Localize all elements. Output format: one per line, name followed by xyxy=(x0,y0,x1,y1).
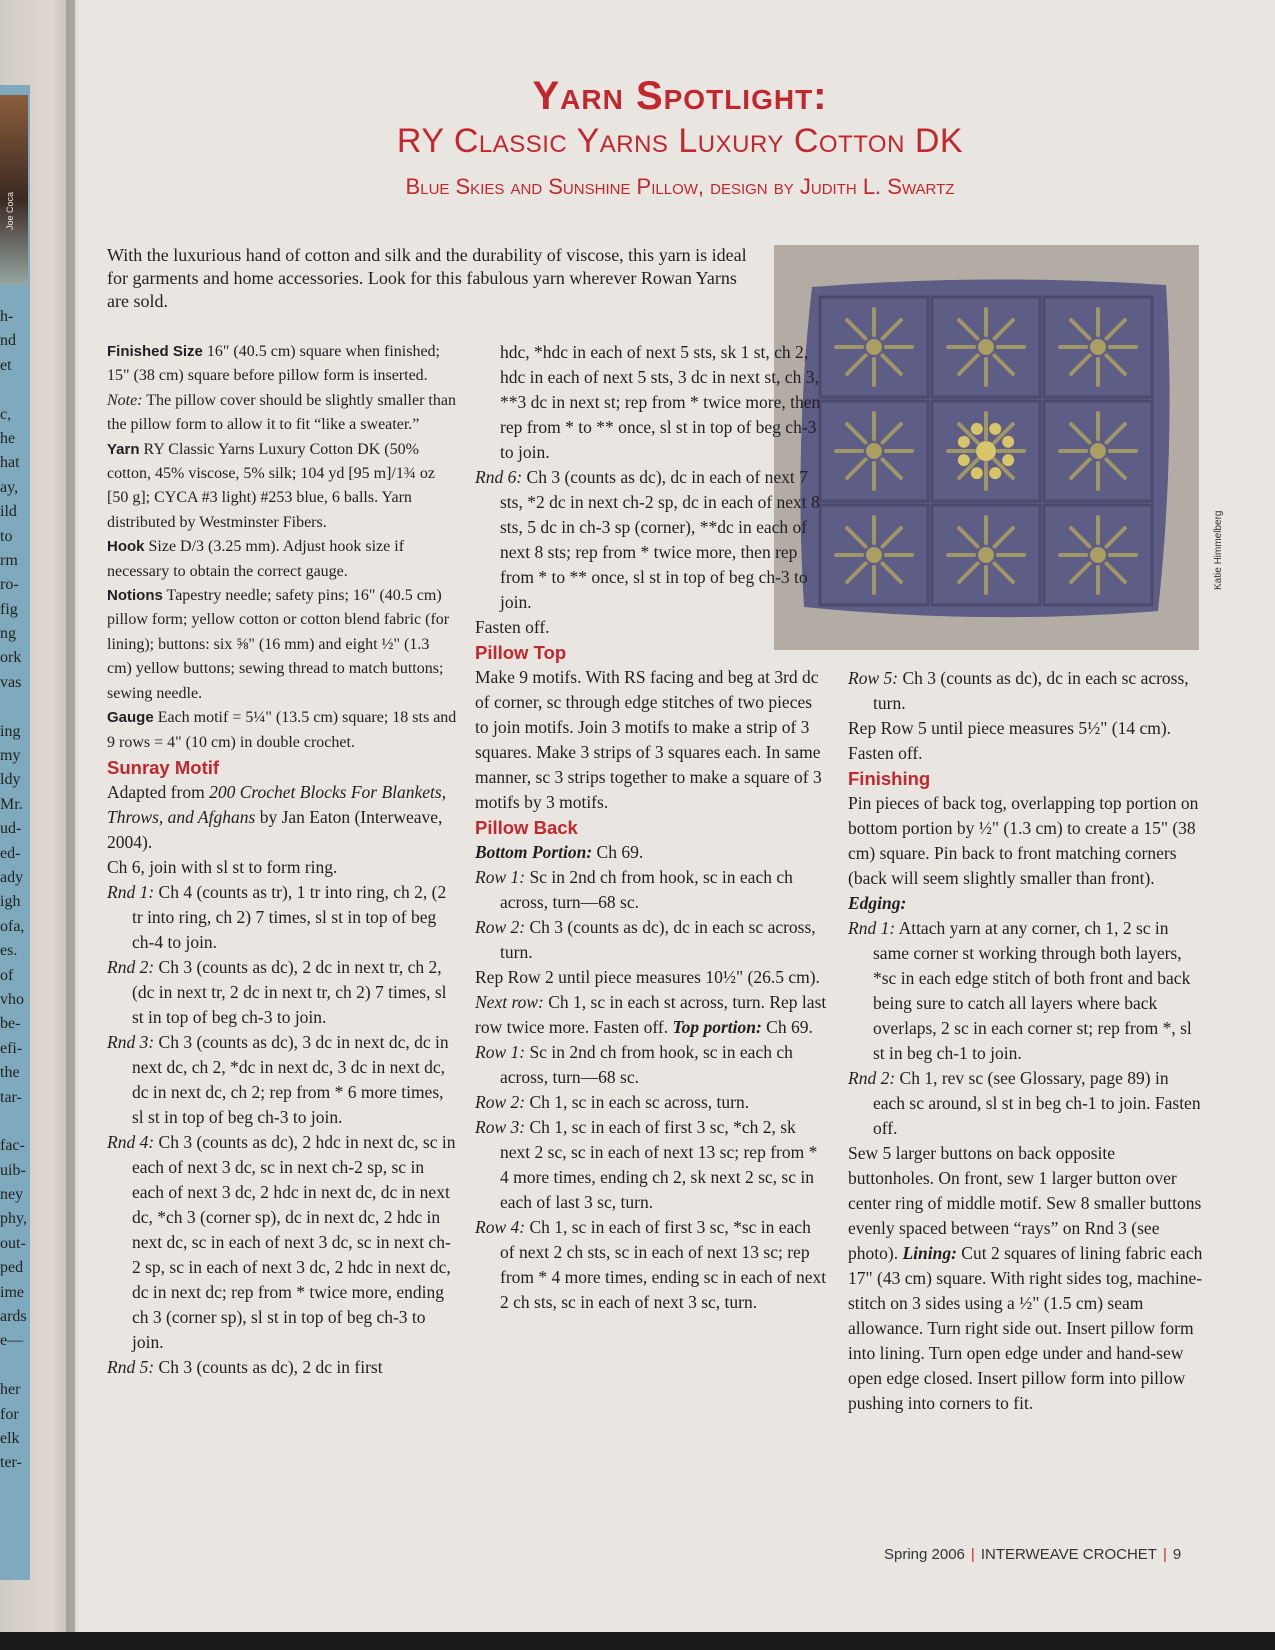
top-row2-text: Ch 1, sc in each sc across, turn. xyxy=(525,1092,750,1112)
top-row5 xyxy=(848,666,1203,716)
pillow-top-text: Make 9 motifs. With RS facing and beg at 3rd dc of corner, sc through edge stitches of two pieces to join motifs. Join 3 motifs to make a strip of 3 squares. Make 3 strips of 3 squares each. In same manner, sc 3 strips together to make a square of 3 motifs by 3 motifs. xyxy=(475,667,822,812)
notions-label: Notions xyxy=(107,587,163,605)
bottom-portion-label: Bottom Portion: xyxy=(475,842,593,862)
sunray-ch6: Ch 6, join with sl st to form ring. xyxy=(107,856,338,877)
previous-page-fragment: vho xyxy=(0,990,24,1008)
footer-season: Spring 2006 xyxy=(884,1546,965,1563)
previous-page-text xyxy=(0,305,36,1476)
previous-page-fragment: he xyxy=(0,429,16,447)
motif-center xyxy=(978,339,994,355)
note-label: Note: xyxy=(107,391,143,409)
top-row2-label: Row 2: xyxy=(475,1092,526,1112)
previous-page-fragment: e— xyxy=(0,1332,24,1350)
previous-page-fragment: Mr. xyxy=(0,795,23,813)
column-1 xyxy=(107,340,457,1380)
previous-page-fragment: ime xyxy=(0,1283,24,1301)
previous-page-fragment: for xyxy=(0,1405,19,1423)
previous-page-fragment: ro- xyxy=(0,576,19,594)
fin-rnd1-text: Attach yarn at any corner, ch 1, 2 sc in same corner st working through both layers, *sc in each edge stitch of both front and back being sure to catch all layers where back overlaps, 2 sc in each corner st; rep from *, sl st in beg ch-1 to join. xyxy=(873,918,1192,1063)
previous-page-fragment: ofa, xyxy=(0,917,25,935)
previous-photo-credit: Joe Coca xyxy=(5,191,15,230)
previous-page-fragment: of xyxy=(0,966,14,984)
footer-page-number: 9 xyxy=(1172,1546,1182,1563)
sunray-rnd5-cont: hdc, *hdc in each of next 5 sts, sk 1 st, ch 2, hdc in each of next 5 sts, 3 dc in next st, ch 3, **3 dc in next st; rep from * twice more, then rep from * to ** once, sl st in top of beg ch-3 to join. xyxy=(500,342,821,462)
previous-page-fragment: et xyxy=(0,356,12,374)
row2-label: Row 2: xyxy=(475,917,526,937)
next-row-label: Next row: xyxy=(475,992,544,1012)
previous-page-fragment: h- xyxy=(0,308,14,325)
hook-text: Size D/3 (3.25 mm). Adjust hook size if necessary to obtain the correct gauge. xyxy=(107,538,405,580)
previous-page-fragment: ild xyxy=(0,503,17,521)
rnd4-label: Rnd 4: xyxy=(107,1131,155,1152)
finishing-intro: Pin pieces of back tog, overlapping top portion on bottom portion by ½" (1.3 cm) to create a 15" (38 cm) square. Pin back to front matching corners (back will seem slightly smaller than front). xyxy=(848,793,1199,888)
buttons-text: Sew 5 larger buttons on back opposite buttonholes. On front, sew 1 larger button over center ring of middle motif. Sew 8 smaller buttons evenly spaced between “rays” on Rnd 3 (see photo). xyxy=(848,1143,1202,1263)
page-byline: Blue Skies and Sunshine Pillow, design by Judith L. Swartz xyxy=(405,174,955,199)
rnd3-label: Rnd 3: xyxy=(107,1031,155,1052)
motif-center xyxy=(866,339,882,355)
finishing-text-1 xyxy=(848,791,1203,916)
pillow-illustration xyxy=(774,245,1199,650)
rnd5-text-start: Ch 3 (counts as dc), 2 dc in first xyxy=(154,1356,383,1377)
previous-page-fragment: vas xyxy=(0,673,22,691)
back-row1 xyxy=(475,865,827,915)
rnd3-text: Ch 3 (counts as dc), 3 dc in next dc, dc in next dc, ch 2, *dc in next dc, 3 dc in next dc, dc in next dc, ch 2; rep from * 6 more times, sl st in top of beg ch-3 to join. xyxy=(132,1031,449,1127)
rnd6-text: Ch 3 (counts as dc), dc in each of next 7 sts, *2 dc in next ch-2 sp, dc in each of next 8 sts, 5 dc in ch-3 sp (corner), **dc in each of next 8 sts; rep from * twice more, then rep from * to ** once, sl st in top of beg ch-3 to join. xyxy=(500,467,820,612)
previous-page-fragment: my xyxy=(0,747,21,765)
top-row1-label: Row 1: xyxy=(475,1042,526,1062)
rnd2-label: Rnd 2: xyxy=(107,956,155,977)
previous-page-fragment: ney xyxy=(0,1186,24,1204)
bottom-portion xyxy=(475,840,827,865)
previous-page-fragment: phy, xyxy=(0,1210,27,1228)
small-button xyxy=(971,467,983,479)
previous-page-fragment xyxy=(0,1354,36,1378)
hook-label: Hook xyxy=(107,538,145,556)
finishing-heading: Finishing xyxy=(848,768,931,789)
yarn-label: Yarn xyxy=(107,440,140,458)
small-button xyxy=(958,436,970,448)
pillow-top-heading: Pillow Top xyxy=(475,642,567,663)
page-footer xyxy=(884,1546,1181,1563)
sunray-rnd5-start xyxy=(107,1355,457,1380)
motif-center xyxy=(978,547,994,563)
next-row-text: Ch 1, sc in each st across, turn. Rep last row twice more. Fasten off. xyxy=(475,992,827,1037)
small-button xyxy=(1002,436,1014,448)
small-button xyxy=(989,423,1001,435)
previous-page-fragment: ter- xyxy=(0,1454,22,1472)
intro-paragraph: With the luxurious hand of cotton and silk and the durability of viscose, this yarn is ideal for garments and home accessories. Look for this fabulous yarn wherever Rowan Yarns are sold. xyxy=(107,245,747,311)
rnd6-label: Rnd 6: xyxy=(475,467,523,487)
previous-page-fragment: nd xyxy=(0,332,16,350)
motif-center xyxy=(1090,443,1106,459)
motif-center xyxy=(1090,547,1106,563)
previous-page-fragment xyxy=(0,695,36,719)
previous-page-fragment xyxy=(0,378,36,402)
previous-page-fragment: ady xyxy=(0,868,24,886)
previous-page-fragment: elk xyxy=(0,1429,20,1447)
sunray-rnd4 xyxy=(107,1130,457,1355)
rnd4-text: Ch 3 (counts as dc), 2 hdc in next dc, sc in each of next 3 dc, sc in next ch-2 sp, sc in each of next 3 dc, 2 hdc in next dc, dc in next dc, *ch 3 (corner sp), dc in next dc, 2 hdc in next dc, sc in each of next 3 dc, sc in next ch-2 sp, sc in each of next 3 dc, 2 hdc in next dc, dc in next dc; rep from * twice more, ending ch 3 (corner sp), sl st in top of beg ch-3 to join. xyxy=(132,1131,456,1352)
pillow-back-heading: Pillow Back xyxy=(475,817,578,838)
sunray-fasten-off: Fasten off. xyxy=(475,617,550,637)
lining-label: Lining: xyxy=(902,1243,957,1263)
fin-rnd1-label: Rnd 1: xyxy=(848,918,896,938)
top-repeat: Rep Row 5 until piece measures 5½" (14 cm). Fasten off. xyxy=(848,718,1172,763)
small-button xyxy=(971,423,983,435)
finishing-rnd1 xyxy=(848,916,1203,1066)
top-row4-label: Row 4: xyxy=(475,1217,526,1237)
top-row4-text: Ch 1, sc in each of first 3 sc, *sc in each of next 2 ch sts, sc in each of next 13 sc; rep from * 4 more times, ending sc in each of next 2 ch sts, sc in each of next 3 sc, turn. xyxy=(500,1217,827,1312)
previous-page-fragment: her xyxy=(0,1381,21,1399)
motif-center xyxy=(1090,339,1106,355)
page-subtitle: RY Classic Yarns Luxury Cotton DK xyxy=(396,122,964,160)
sunray-rnd1 xyxy=(107,880,457,955)
previous-page-fragment: to xyxy=(0,527,13,545)
top-row3-label: Row 3: xyxy=(475,1117,526,1137)
motif-center xyxy=(866,443,882,459)
previous-page-fragment: c, xyxy=(0,405,12,423)
small-button xyxy=(958,454,970,466)
row2-text: Ch 3 (counts as dc), dc in each sc across, turn. xyxy=(500,917,816,962)
rnd5-label: Rnd 5: xyxy=(107,1356,155,1377)
gauge-text: Each motif = 5¼" (13.5 cm) square; 18 sts and 9 rows = 4" (10 cm) in double crochet. xyxy=(107,709,457,751)
top-row2 xyxy=(475,1090,827,1115)
previous-page-fragment: ing xyxy=(0,722,21,740)
previous-page-fragment: ud- xyxy=(0,820,22,838)
notions-text: Tapestry needle; safety pins; 16" (40.5 cm) pillow form; yellow cotton or cotton blend fabric (for lining); buttons: six ⅝" (16 mm) and eight ½" (1.3 cm) yellow buttons; sewing thread to match buttons; sewing needle. xyxy=(107,587,450,702)
row1-label: Row 1: xyxy=(475,867,526,887)
previous-page-fragment xyxy=(0,1110,36,1134)
previous-page-fragment: ped xyxy=(0,1259,24,1277)
materials-block xyxy=(107,340,457,755)
rnd1-text: Ch 4 (counts as tr), 1 tr into ring, ch 2, (2 tr into ring, ch 2) 7 times, sl st in top of beg ch-4 to join. xyxy=(132,881,447,952)
large-button xyxy=(976,441,996,461)
adapted-book-title: 200 Crochet Blocks For Blankets, Throws, and Afghans xyxy=(107,781,447,827)
row1-text: Sc in 2nd ch from hook, sc in each ch across, turn—68 sc. xyxy=(500,867,793,912)
previous-page-fragment: ay, xyxy=(0,478,19,496)
previous-page-fragment: the xyxy=(0,1064,20,1082)
footer-magazine: INTERWEAVE CROCHET xyxy=(980,1546,1157,1563)
finishing-rnd2 xyxy=(848,1066,1203,1141)
top-row4 xyxy=(475,1215,827,1315)
pillow-photo xyxy=(774,245,1199,650)
top-portion-label: Top portion: xyxy=(672,1017,762,1037)
previous-page-fragment: out- xyxy=(0,1234,26,1252)
adapted-author: by Jan Eaton (Interweave, 2004). xyxy=(107,806,443,852)
previous-page-fragment: ork xyxy=(0,649,22,667)
previous-page-fragment: uib- xyxy=(0,1161,26,1179)
repeat-text: Rep Row 2 until piece measures 10½" (26.5 cm). xyxy=(475,967,820,987)
footer-divider: | xyxy=(970,1546,975,1563)
photo-credit: Katie Himmelberg xyxy=(1213,510,1224,590)
sunray-adapted xyxy=(107,780,457,855)
previous-page-fragment: ldy xyxy=(0,771,21,789)
edging-label: Edging: xyxy=(848,893,907,913)
previous-page-fragment: ng xyxy=(0,625,16,643)
yarn-text: RY Classic Yarns Luxury Cotton DK (50% cotton, 45% viscose, 5% silk; 104 yd [95 m]/1¾ oz [50 g]; CYCA #3 light) #253 blue, 6 balls. Yarn distributed by Westminster Fibers. xyxy=(107,440,435,531)
back-repeat xyxy=(475,965,827,1040)
top-row1-text: Sc in 2nd ch from hook, sc in each ch across, turn—68 sc. xyxy=(500,1042,793,1087)
fin-rnd2-text: Ch 1, rev sc (see Glossary, page 89) in each sc around, sl st in beg ch-1 to join. Fasten off. xyxy=(873,1068,1201,1138)
finished-size-label: Finished Size xyxy=(107,343,203,360)
gutter-shadow xyxy=(66,0,80,1632)
previous-page-fragment: ed- xyxy=(0,844,21,862)
fin-rnd2-label: Rnd 2: xyxy=(848,1068,896,1088)
previous-page-fragment: be- xyxy=(0,1015,21,1033)
sunray-heading: Sunray Motif xyxy=(107,756,220,778)
bottom-portion-text: Ch 69. xyxy=(592,842,644,862)
sunray-rnd6 xyxy=(475,465,827,615)
top-row1 xyxy=(475,1040,827,1090)
top-row5-label: Row 5: xyxy=(848,668,899,688)
previous-page-photo xyxy=(0,95,28,285)
motif-center xyxy=(866,547,882,563)
top-row3-text: Ch 1, sc in each of first 3 sc, *ch 2, sk next 2 sc, sc in each of next 13 sc; rep from * 4 more times, ending ch 2, sk next 2 sc, sc in each of last 3 sc, turn. xyxy=(500,1117,818,1212)
previous-page-fragment: ards xyxy=(0,1308,27,1326)
previous-page-fragment: es. xyxy=(0,942,18,960)
top-row5-text: Ch 3 (counts as dc), dc in each sc across, turn. xyxy=(873,668,1189,713)
small-button xyxy=(989,467,1001,479)
finishing-text-2 xyxy=(848,1141,1203,1416)
column-2 xyxy=(475,340,827,1315)
rnd1-label: Rnd 1: xyxy=(107,881,155,902)
footer-divider: | xyxy=(1162,1546,1167,1563)
previous-page-fragment: fac- xyxy=(0,1137,25,1155)
previous-page-fragment: fig xyxy=(0,600,18,618)
page-title: Yarn Spotlight: xyxy=(532,74,828,118)
finished-size-note: The pillow cover should be slightly smaller than the pillow form to allow it to fit “like a sweater.” xyxy=(107,391,456,434)
back-row2 xyxy=(475,915,827,965)
previous-page-fragment: igh xyxy=(0,893,21,911)
previous-page-fragment: rm xyxy=(0,551,18,569)
adapted-text: Adapted from xyxy=(107,781,210,802)
previous-page-fragment: hat xyxy=(0,454,20,472)
gauge-label: Gauge xyxy=(107,709,154,727)
top-portion-text: Ch 69. xyxy=(761,1017,813,1037)
small-button xyxy=(1002,454,1014,466)
top-row3 xyxy=(475,1115,827,1215)
sunray-rnd2 xyxy=(107,955,457,1030)
previous-page-fragment: tar- xyxy=(0,1088,22,1106)
finished-size-text: 16" (40.5 cm) square when finished; 15" (38 cm) square before pillow form is inserted. xyxy=(107,343,440,385)
sunray-rnd3 xyxy=(107,1030,457,1130)
previous-page-fragment: efi- xyxy=(0,1039,23,1057)
rnd2-text: Ch 3 (counts as dc), 2 dc in next tr, ch 2, (dc in next tr, 2 dc in next tr, ch 2) 7 times, sl st in top of beg ch-3 to join. xyxy=(132,956,447,1027)
column-3 xyxy=(848,666,1203,1416)
lining-text: Cut 2 squares of lining fabric each 17" (43 cm) square. With right sides tog, machine-stitch on 3 sides using a ½" (1.5 cm) seam allowance. Turn right side out. Insert pillow form into lining. Turn open edge under and hand-sew open edge closed. Insert pillow form into pillow pushing into corners to fit. xyxy=(848,1243,1203,1413)
